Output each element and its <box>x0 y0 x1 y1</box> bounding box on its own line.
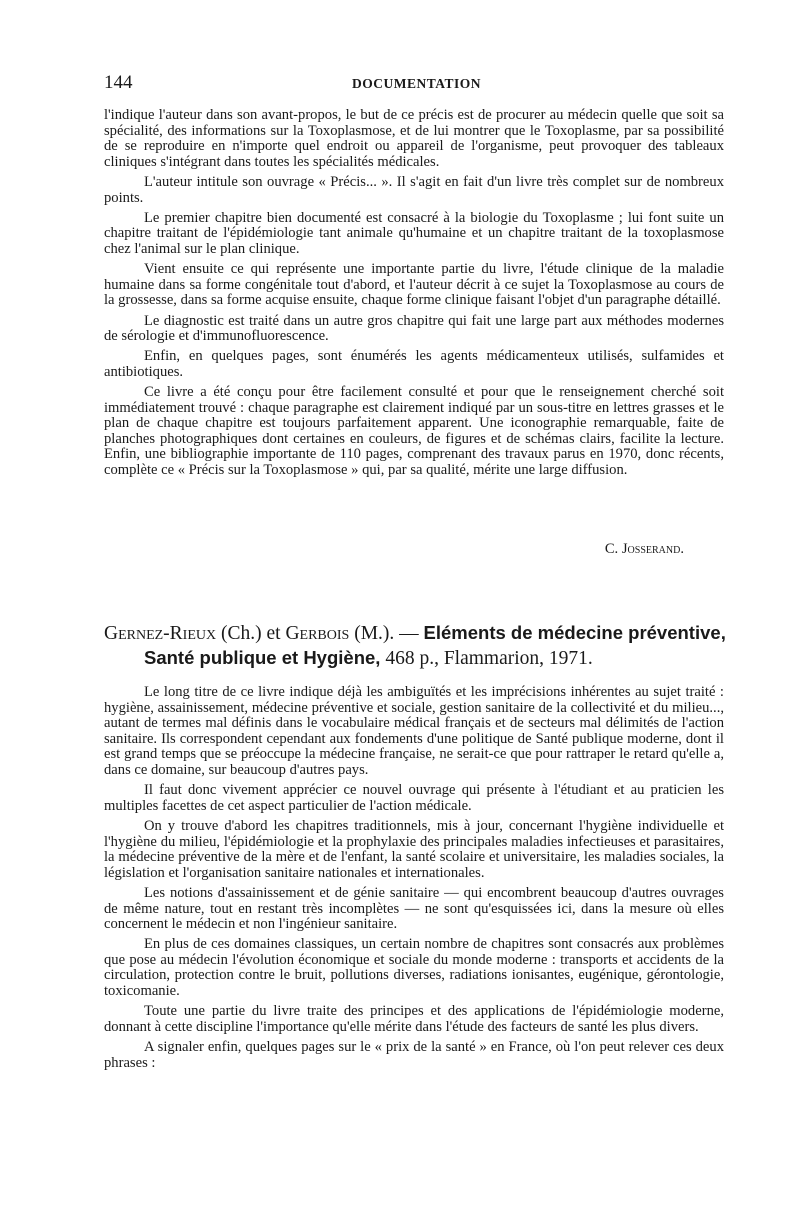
paragraph: Le long titre de ce livre indique déjà les ambiguïtés et les imprécisions inhérentes au sujet traité : hygiène, assainissement, médecine préventive et sociale, gestion sanitaire de la collectivité et du milieu..., autant de termes mal définis dans le vocabulaire médical français et de secteurs mal délimités de l'action sanitaire. Ils correspondent cependant aux fondements d'une politique de Santé publique moderne, dont il est grand temps que se préoccupe la médecine française, ne serait-ce que pour rattraper le retard qu'elle a, dans ce domaine, sur beaucoup d'autres pays. <box>104 684 724 778</box>
paragraph: l'indique l'auteur dans son avant-propos, le but de ce précis est de procurer au médecin quelle que soit sa spécialité, des informations sur la Toxoplasmose, et de lui montrer que le Toxoplasme, par sa possibilité de se reproduire en n'importe quel endroit ou appareil de l'organisme, peut provoquer des tableaux cliniques s'intégrant dans toutes les spécialités médicales. <box>104 107 724 170</box>
title-dash: — <box>399 623 419 644</box>
signature-initial: C. <box>604 541 619 557</box>
publication-info: 468 p., Flammarion, 1971. <box>385 648 593 669</box>
page-header <box>104 72 724 96</box>
paragraph: Vient ensuite ce qui représente une importante partie du livre, l'étude clinique de la maladie humaine dans sa forme congénitale tout d'abord, et l'auteur décrit à ce sujet la Toxoplasmose au cours de la grossesse, dans sa forme acquise ensuite, chaque forme clinique faisant l'objet d'un paragraphe détaillé. <box>104 261 724 309</box>
page-number: 144 <box>104 72 133 93</box>
book-title-line-1: Eléments de médecine préventive, <box>423 622 726 643</box>
author-1: Gernez-Rieux <box>104 623 217 644</box>
author-1-initials: (Ch.) <box>221 623 262 644</box>
running-head: DOCUMENTATION <box>352 76 482 91</box>
review-toxoplasmose-body <box>104 108 724 479</box>
book-title-line-2: Santé publique et Hygiène, <box>144 647 381 668</box>
review-medecine-preventive-body <box>104 685 724 1071</box>
paragraph: Le diagnostic est traité dans un autre gros chapitre qui fait une large part aux méthodes modernes de sérologie et d'immunofluorescence. <box>104 312 724 345</box>
paragraph: Il faut donc vivement apprécier ce nouvel ouvrage qui présente à l'étudiant et au praticien les multiples facettes de cet aspect particulier de l'action médicale. <box>104 782 724 814</box>
paragraph: En plus de ces domaines classiques, un certain nombre de chapitres sont consacrés aux problèmes que pose au médecin l'évolution économique et sociale du monde moderne : transports et accidents de la circulation, protection contre le bruit, pollutions diverses, radiations ionisantes, eugénique, gérontologie, toxicomanie. <box>104 936 724 1000</box>
author-2: Gerbois <box>285 623 350 644</box>
review-heading <box>104 621 764 671</box>
paragraph: Ce livre a été conçu pour être facilement consulté et pour que le renseignement cherché soit immédiatement trouvé : chaque paragraphe est clairement indiqué par un sous-titre en lettres grasses et le plan de chaque chapitre est toujours parfaitement apparent. Une iconographie remarquable, faite de planches photographiques dont certaines en couleurs, de figures et de schémas clairs, facilite la lecture. Enfin, une bibliographie importante de 110 pages, comprenant des travaux parus en 1970, donc récents, complète ce « Précis sur la Toxoplasmose » qui, par sa qualité, mérite une large diffusion. <box>104 384 724 479</box>
paragraph: L'auteur intitule son ouvrage « Précis... ». Il s'agit en fait d'un livre très complet sur de nombreux points. <box>104 173 724 206</box>
signature-name: Josserand. <box>621 541 684 557</box>
reviewer-signature <box>104 541 684 558</box>
paragraph: A signaler enfin, quelques pages sur le « prix de la santé » en France, où l'on peut relever ces deux phrases : <box>104 1039 724 1071</box>
paragraph: Toute une partie du livre traite des principes et des applications de l'épidémiologie moderne, donnant à cette discipline l'importance qu'elle mérite dans l'étude des facteurs de santé les plus divers. <box>104 1003 724 1035</box>
paragraph: Les notions d'assainissement et de génie sanitaire — qui encombrent beaucoup d'autres ouvrages de même nature, tout en restant très incomplètes — ne sont qu'esquissées ici, dans la mesure où elles concernent le médecin et non l'ingénieur sanitaire. <box>104 884 724 933</box>
paragraph: Enfin, en quelques pages, sont énumérés les agents médicamenteux utilisés, sulfamides et antibiotiques. <box>104 348 724 380</box>
conjunction: et <box>266 623 281 644</box>
author-2-initials: (M.). <box>354 623 395 644</box>
paragraph: Le premier chapitre bien documenté est consacré à la biologie du Toxoplasme ; lui font suite un chapitre traitant de l'épidémiologie tant animale qu'humaine et un chapitre traitant de la toxoplasmose chez l'animal sur le plan clinique. <box>104 209 724 257</box>
paragraph: On y trouve d'abord les chapitres traditionnels, mis à jour, concernant l'hygiène individuelle et l'hygiène du milieu, l'épidémiologie et la prophylaxie des principales maladies infectieuses et parasitaires, la médecine préventive de la mère et de l'enfant, la santé scolaire et universitaire, les maladies sociales, la législation et l'organisation sanitaire nationales et internationales. <box>104 817 724 881</box>
